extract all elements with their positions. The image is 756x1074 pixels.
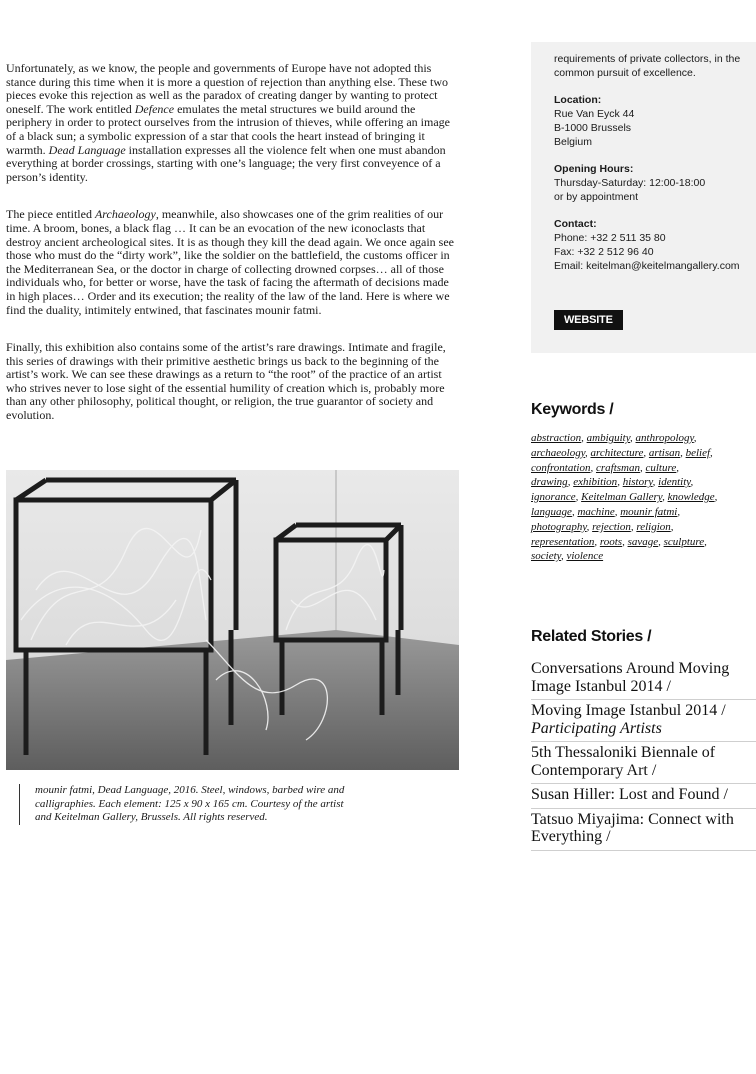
paragraph-text: The piece entitled (6, 207, 95, 222)
keyword-link[interactable]: drawing (531, 476, 568, 489)
paragraph-text: emulates the metal structures we build around the periphery in order to protect ourselves from the intrusion of thieves, while offering an image of a black sun; a symbolic expression of a star that cools the heart instead of bringing it warmth. (6, 101, 450, 157)
keyword-link[interactable]: rejection (592, 520, 631, 533)
work-title-archaeology: Archaeology (94, 207, 156, 222)
keyword-link[interactable]: knowledge (667, 491, 715, 504)
paragraph-text: , meanwhile, also showcases one of the grim realities of our time. A broom, bones, a black flag … It can be an evocation of the new iconoclasts that destroy ancient archeological sites. It is as though they kill the dead again. We once again see those who must do the “dirty work”, like the soldier on the battlefield, the customs officer in the Mediterranean Sea, or the doctor in charge of collecting drowned corpses… all of those individuals who, for better or worse, have the task of facing the aftermath of decisions made in high places… Order and its execution; the reality of the law of the land. Here is where we find the duality, intimitely entwined, that fascinates mounir fatmi. (6, 207, 454, 317)
address-line: B-1000 Brussels (554, 122, 632, 134)
article-paragraph-1 (6, 62, 458, 184)
keyword-link[interactable]: sculpture (663, 535, 705, 548)
keyword-link[interactable]: history (622, 476, 653, 489)
story-title: Moving Image Istanbul 2014 / (531, 702, 726, 719)
fax-line: Fax: +32 2 512 96 40 (554, 246, 654, 258)
email-line[interactable]: Email: keitelman@keitelmangallery.com (554, 260, 740, 272)
hours-line: Thursday-Saturday: 12:00-18:00 (554, 177, 706, 189)
artwork-caption: mounir fatmi, Dead Language, 2016. Steel, windows, barbed wire and calligraphies. Each element: 125 x 90 x 165 cm. Courtesy of the artist and Keitelman Gallery, Brussels. All rights reserved. (19, 784, 355, 825)
keyword-link[interactable]: confrontation (531, 461, 591, 474)
story-title: Susan Hiller: Lost and Found / (531, 786, 728, 803)
keyword-link[interactable]: photography (531, 520, 587, 533)
opening-hours-label: Opening Hours: (554, 163, 634, 175)
keyword-link[interactable]: culture (645, 461, 677, 474)
work-title-dead-language: Dead Language (48, 142, 126, 157)
related-story-link[interactable] (531, 700, 756, 742)
keyword-link[interactable]: exhibition (573, 476, 618, 489)
website-button[interactable]: WEBSITE (554, 310, 623, 330)
keyword-link[interactable]: savage (627, 535, 659, 548)
paragraph-text: Unfortunately, as we know, the people and governments of Europe have not adopted this stance during this time when it is more a question of rejection than anything else. These two pieces evoke this rejection as well as the paradox of creating danger by wanting to protect oneself. The work entitled (6, 61, 449, 116)
story-subtitle: Participating Artists (531, 719, 662, 737)
related-story-link[interactable] (531, 658, 756, 700)
keyword-link[interactable]: ambiguity (586, 432, 631, 444)
work-title-defence: Defence (134, 101, 175, 116)
keyword-link[interactable]: belief (685, 446, 711, 459)
keywords-list: abstraction, ambiguity, anthropology, archaeology, architecture, artisan, belief, confrontation, craftsman, culture, drawing, exhibition, history, identity, ignorance, Keitelman Gallery, knowledge, language, machine, mounir fatmi, photography, rejection, religion, representation, roots, savage, sculpture, society, violence (531, 432, 718, 563)
paragraph-text: installation expresses all the violence felt when one must abandon everything at border crossings, starting with one’s language; the very first conveyence of a person’s identity. (6, 142, 446, 184)
keyword-link[interactable]: archaeology (531, 446, 585, 459)
keyword-link[interactable]: ignorance (531, 491, 576, 504)
artwork-photo[interactable] (6, 470, 459, 770)
keyword-link[interactable]: society (531, 550, 561, 563)
related-story-link[interactable] (531, 784, 756, 809)
keyword-link[interactable]: craftsman (595, 461, 640, 474)
keyword-link[interactable]: abstraction (531, 432, 582, 444)
keyword-link[interactable]: anthropology (635, 432, 694, 444)
article-paragraph-2 (6, 208, 458, 317)
article-body (6, 62, 458, 447)
address-line: Belgium (554, 136, 592, 148)
keyword-link[interactable]: Keitelman Gallery (581, 491, 663, 504)
address-line: Rue Van Eyck 44 (554, 108, 635, 120)
artwork-figure (6, 470, 459, 825)
contact-label: Contact: (554, 218, 597, 230)
keyword-link[interactable]: religion (636, 520, 671, 533)
keyword-link[interactable]: machine (577, 505, 615, 518)
keyword-link[interactable]: artisan (648, 446, 681, 459)
keyword-link[interactable]: identity (658, 476, 691, 489)
related-stories-list (531, 658, 756, 851)
location-label: Location: (554, 94, 602, 106)
keyword-link[interactable]: representation (531, 535, 595, 548)
story-title: Conversations Around Moving Image Istanbul 2014 / (531, 660, 730, 695)
related-story-link[interactable] (531, 809, 756, 851)
keyword-link[interactable]: architecture (590, 446, 644, 459)
page-blank-area (0, 880, 756, 1074)
gallery-intro: requirements of private collectors, in the common pursuit of excellence. (554, 53, 741, 79)
story-title: Tatsuo Miyajima: Connect with Everything / (531, 810, 734, 845)
keyword-link[interactable]: violence (566, 550, 604, 563)
keyword-link[interactable]: roots (599, 535, 623, 548)
keyword-link[interactable]: mounir fatmi (620, 505, 678, 518)
gallery-info-box (531, 42, 756, 353)
related-stories-title: Related Stories / (531, 628, 652, 645)
article-paragraph-3: Finally, this exhibition also contains some of the artist’s rare drawings. Intimate and fragile, this series of drawings with their primitive aesthetic brings us back to the beginning of the artist’s work. We can see these drawings as a return to “the root” of the practice of an artist who strives never to lose sight of the essential humility of creation which is, probably more than any other philosophy, political thought, or religion, the true guarantor of society and evolution. (6, 340, 446, 423)
story-title: 5th Thessaloniki Biennale of Contemporary Art / (531, 744, 716, 779)
keyword-link[interactable]: language (531, 505, 572, 518)
keywords-title: Keywords / (531, 401, 614, 418)
hours-line: or by appointment (554, 191, 639, 203)
related-story-link[interactable] (531, 742, 756, 784)
phone-line: Phone: +32 2 511 35 80 (554, 232, 666, 244)
